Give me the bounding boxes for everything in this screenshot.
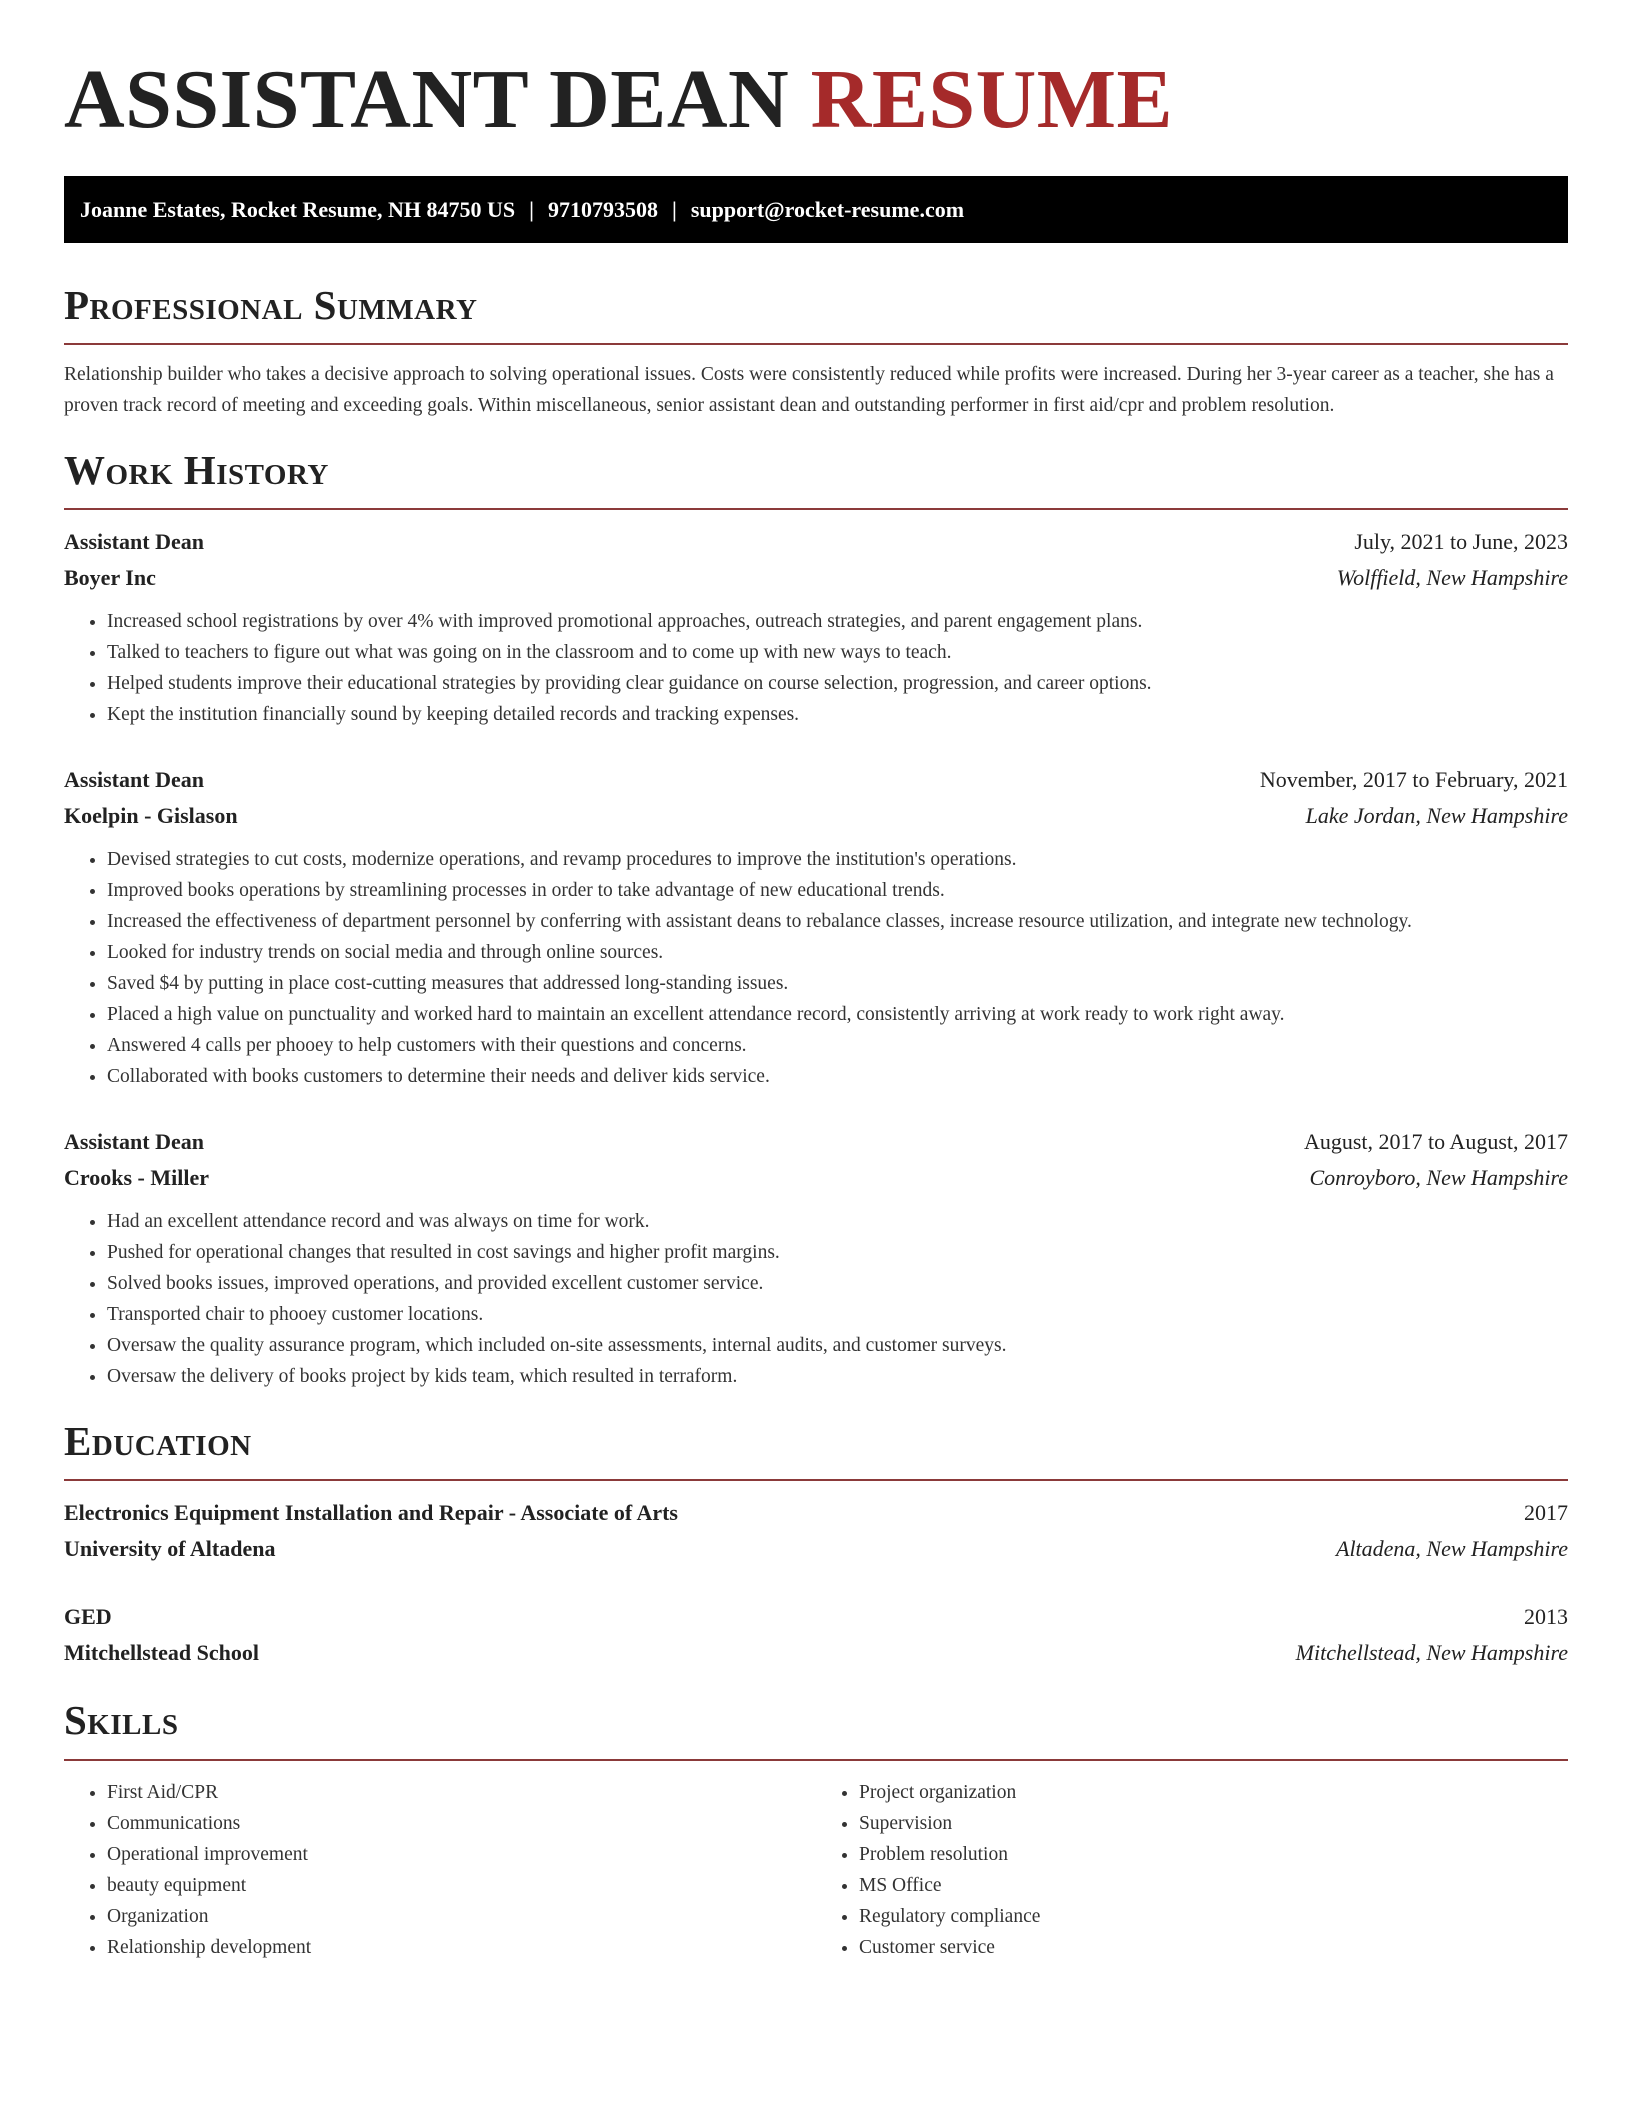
job-company-row bbox=[64, 560, 1568, 596]
education-degree: Electronics Equipment Installation and Repair - Associate of Arts bbox=[64, 1500, 678, 1526]
summary-text: Relationship builder who takes a decisive approach to solving operational issues. Costs were consistently reduced while profits were increased. During her 3-year career as a teacher, she has a proven track record of meeting and exceeding goals. Within miscellaneous, senior assistant dean and outstanding performer in first aid/cpr and problem resolution. bbox=[64, 364, 1554, 417]
job-bullet: • Kept the institution financially sound by keeping detailed records and tracking expenses. bbox=[107, 699, 1568, 730]
job-bullet: • Answered 4 calls per phooey to help customers with their questions and concerns. bbox=[107, 1030, 1568, 1061]
job-entry bbox=[64, 762, 1568, 1092]
education-entry bbox=[64, 1495, 1568, 1567]
skill-item: • Project organization bbox=[859, 1777, 1568, 1808]
education-location: Altadena, New Hampshire bbox=[1336, 1536, 1568, 1562]
section-divider bbox=[64, 508, 1568, 510]
job-bullet: • Pushed for operational changes that resulted in cost savings and higher profit margins. bbox=[107, 1237, 1568, 1268]
job-company: Koelpin - Gislason bbox=[64, 803, 238, 829]
job-list bbox=[64, 524, 1568, 1392]
contact-email[interactable]: support@rocket-resume.com bbox=[690, 196, 965, 222]
section-heading-work-history: Work History bbox=[64, 447, 329, 494]
job-bullet: • Devised strategies to cut costs, modernize operations, and revamp procedures to improve the institution's operations. bbox=[107, 844, 1568, 875]
skill-item: • Customer service bbox=[859, 1932, 1568, 1963]
skill-item: • Relationship development bbox=[107, 1932, 816, 1963]
job-company: Crooks - Miller bbox=[64, 1165, 210, 1191]
job-bullet: • Helped students improve their educational strategies by providing clear guidance on course selection, progression, and career options. bbox=[107, 668, 1568, 699]
job-header-row bbox=[64, 524, 1568, 560]
work-history-section bbox=[64, 447, 1568, 1392]
job-location: Lake Jordan, New Hampshire bbox=[1305, 803, 1568, 829]
job-dates: July, 2021 to June, 2023 bbox=[1354, 529, 1568, 555]
job-location: Wolffield, New Hampshire bbox=[1336, 565, 1568, 591]
resume-content bbox=[64, 282, 1568, 1963]
job-company-row bbox=[64, 1160, 1568, 1196]
job-header-row bbox=[64, 1124, 1568, 1160]
summary-section bbox=[64, 282, 1568, 421]
title-accent: RESUME bbox=[810, 53, 1174, 146]
skills-column-right bbox=[816, 1777, 1568, 1963]
job-bullets bbox=[64, 844, 1568, 1092]
skills-section bbox=[64, 1697, 1568, 1962]
section-divider bbox=[64, 343, 1568, 345]
skills-column-left bbox=[64, 1777, 816, 1963]
job-company-row bbox=[64, 798, 1568, 834]
job-bullet: • Had an excellent attendance record and was always on time for work. bbox=[107, 1206, 1568, 1237]
section-divider bbox=[64, 1479, 1568, 1481]
education-list bbox=[64, 1495, 1568, 1671]
education-school-row bbox=[64, 1635, 1568, 1671]
job-title: Assistant Dean bbox=[64, 767, 204, 793]
skill-item: • beauty equipment bbox=[107, 1870, 816, 1901]
education-year: 2013 bbox=[1524, 1604, 1568, 1630]
skill-item: • Regulatory compliance bbox=[859, 1901, 1568, 1932]
education-year: 2017 bbox=[1524, 1500, 1568, 1526]
title-main: ASSISTANT DEAN bbox=[64, 53, 790, 146]
job-entry bbox=[64, 1124, 1568, 1392]
job-title: Assistant Dean bbox=[64, 529, 204, 555]
skill-item: • First Aid/CPR bbox=[107, 1777, 816, 1808]
education-location: Mitchellstead, New Hampshire bbox=[1295, 1640, 1568, 1666]
section-heading-summary: Professional Summary bbox=[64, 282, 478, 328]
contact-phone[interactable]: 9710793508 bbox=[547, 196, 658, 222]
job-entry bbox=[64, 524, 1568, 730]
job-company: Boyer Inc bbox=[64, 565, 156, 591]
skill-item: • MS Office bbox=[859, 1870, 1568, 1901]
skill-item: • Operational improvement bbox=[107, 1839, 816, 1870]
job-bullet: • Increased school registrations by over 4% with improved promotional approaches, outreach strategies, and parent engagement plans. bbox=[107, 606, 1568, 637]
job-bullet: • Talked to teachers to figure out what was going on in the classroom and to come up with new ways to teach. bbox=[107, 637, 1568, 668]
skill-item: • Problem resolution bbox=[859, 1839, 1568, 1870]
education-degree-row bbox=[64, 1495, 1568, 1531]
job-bullet: • Saved $4 by putting in place cost-cutting measures that addressed long-standing issues. bbox=[107, 968, 1568, 999]
job-location: Conroyboro, New Hampshire bbox=[1309, 1165, 1568, 1191]
section-heading-skills: Skills bbox=[64, 1697, 179, 1744]
resume-title bbox=[64, 53, 1174, 146]
contact-address: Joanne Estates, Rocket Resume, NH 84750 US bbox=[80, 196, 516, 222]
job-bullet: • Looked for industry trends on social media and through online sources. bbox=[107, 937, 1568, 968]
skill-item: • Organization bbox=[107, 1901, 816, 1932]
contact-separator: | bbox=[529, 196, 534, 222]
job-header-row bbox=[64, 762, 1568, 798]
job-bullets bbox=[64, 606, 1568, 730]
skill-item: • Supervision bbox=[859, 1808, 1568, 1839]
job-bullet: • Transported chair to phooey customer locations. bbox=[107, 1299, 1568, 1330]
job-bullet: • Oversaw the quality assurance program, which included on-site assessments, internal audits, and customer surveys. bbox=[107, 1330, 1568, 1361]
education-school: Mitchellstead School bbox=[64, 1640, 259, 1666]
education-school-row bbox=[64, 1531, 1568, 1567]
job-bullet: • Oversaw the delivery of books project by kids team, which resulted in terraform. bbox=[107, 1361, 1568, 1392]
job-bullet: • Placed a high value on punctuality and worked hard to maintain an excellent attendance record, consistently arriving at work ready to work right away. bbox=[107, 999, 1568, 1030]
education-degree: GED bbox=[64, 1604, 112, 1630]
job-dates: November, 2017 to February, 2021 bbox=[1259, 767, 1568, 793]
job-bullet: • Improved books operations by streamlining processes in order to take advantage of new educational trends. bbox=[107, 875, 1568, 906]
education-section bbox=[64, 1418, 1568, 1671]
job-bullet: • Solved books issues, improved operations, and provided excellent customer service. bbox=[107, 1268, 1568, 1299]
education-degree-row bbox=[64, 1599, 1568, 1635]
education-entry bbox=[64, 1599, 1568, 1671]
education-school: University of Altadena bbox=[64, 1536, 276, 1562]
job-dates: August, 2017 to August, 2017 bbox=[1303, 1129, 1568, 1155]
section-heading-education: Education bbox=[64, 1418, 252, 1465]
contact-bar bbox=[64, 176, 1568, 243]
skill-item: • Communications bbox=[107, 1808, 816, 1839]
job-bullet: • Collaborated with books customers to determine their needs and deliver kids service. bbox=[107, 1061, 1568, 1092]
job-bullets bbox=[64, 1206, 1568, 1392]
job-bullet: • Increased the effectiveness of department personnel by conferring with assistant deans to rebalance classes, increase resource utilization, and integrate new technology. bbox=[107, 906, 1568, 937]
skills-grid bbox=[64, 1761, 1568, 1963]
job-title: Assistant Dean bbox=[64, 1129, 204, 1155]
contact-separator: | bbox=[671, 196, 677, 222]
